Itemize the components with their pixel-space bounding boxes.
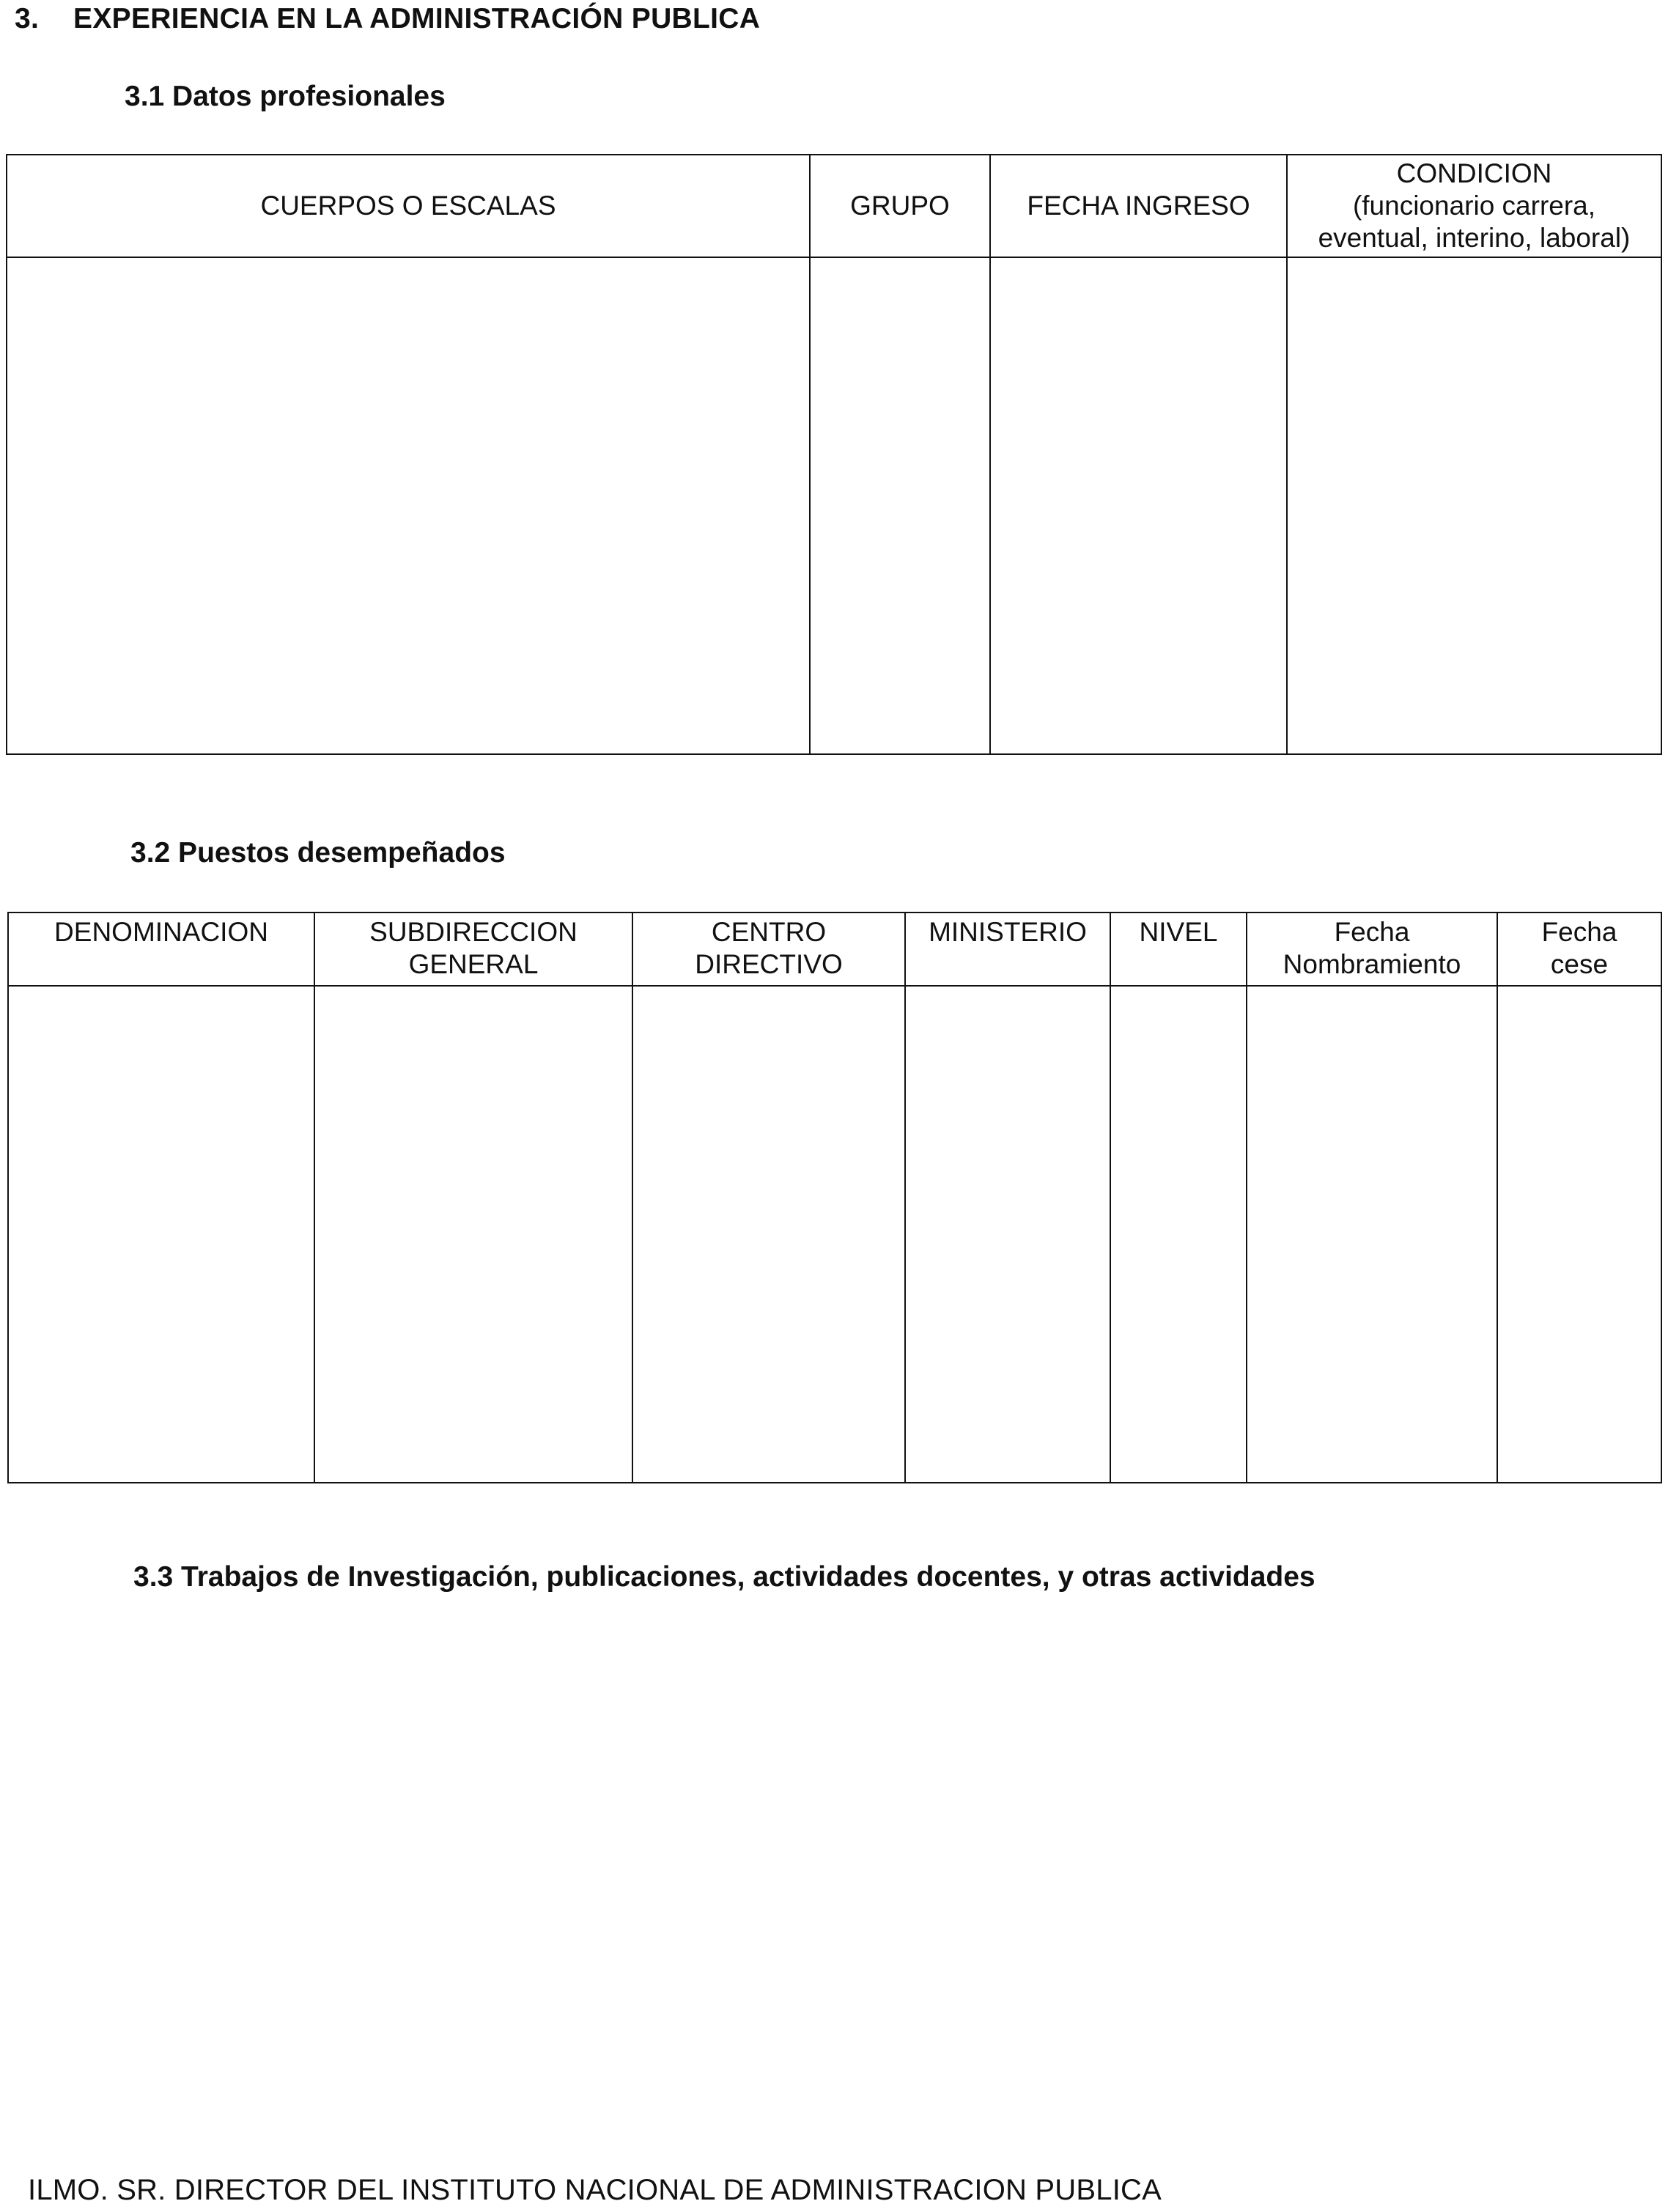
table-row bbox=[7, 257, 1661, 754]
header-centro-directivo bbox=[632, 913, 905, 986]
trabajos-title: 3.3 Trabajos de Investigación, publicaciones, actividades docentes, y otras actividades bbox=[133, 1561, 1315, 1593]
header-ministerio: MINISTERIO bbox=[905, 913, 1110, 986]
header-subdireccion-line2: GENERAL bbox=[408, 949, 539, 979]
cuerpos-escalas-cell[interactable] bbox=[7, 257, 810, 754]
table-header-row bbox=[8, 913, 1661, 986]
puestos-table bbox=[7, 912, 1662, 1483]
header-condicion bbox=[1287, 155, 1661, 257]
header-fecha-cese-line1: Fecha bbox=[1541, 917, 1617, 947]
datos-profesionales-title: 3.1 Datos profesionales bbox=[125, 81, 446, 112]
ministerio-cell[interactable] bbox=[905, 986, 1110, 1483]
nivel-cell[interactable] bbox=[1110, 986, 1247, 1483]
header-fecha-nombramiento-line1: Fecha bbox=[1334, 917, 1410, 947]
section-number: 3. bbox=[15, 3, 40, 34]
centro-directivo-cell[interactable] bbox=[632, 986, 905, 1483]
footer-addressee: ILMO. SR. DIRECTOR DEL INSTITUTO NACIONAL DE ADMINISTRACION PUBLICA bbox=[28, 2174, 1162, 2206]
condicion-cell[interactable] bbox=[1287, 257, 1661, 754]
header-fecha-nombramiento bbox=[1247, 913, 1497, 986]
puestos-title: 3.2 Puestos desempeñados bbox=[130, 837, 506, 869]
subdireccion-cell[interactable] bbox=[314, 986, 632, 1483]
header-condicion-line3: eventual, interino, laboral) bbox=[1318, 223, 1631, 253]
datos-profesionales-table bbox=[6, 154, 1662, 755]
section-heading bbox=[15, 3, 760, 35]
fecha-nombramiento-cell[interactable] bbox=[1247, 986, 1497, 1483]
header-grupo: GRUPO bbox=[810, 155, 990, 257]
fecha-cese-cell[interactable] bbox=[1497, 986, 1661, 1483]
header-nivel: NIVEL bbox=[1110, 913, 1247, 986]
table-header-row bbox=[7, 155, 1661, 257]
grupo-cell[interactable] bbox=[810, 257, 990, 754]
fecha-ingreso-cell[interactable] bbox=[990, 257, 1287, 754]
header-centro-line2: DIRECTIVO bbox=[695, 949, 843, 979]
header-centro-line1: CENTRO bbox=[711, 917, 827, 947]
header-fecha-cese-line2: cese bbox=[1550, 949, 1609, 979]
section-title: EXPERIENCIA EN LA ADMINISTRACIÓN PUBLICA bbox=[73, 3, 761, 34]
denominacion-cell[interactable] bbox=[8, 986, 314, 1483]
header-fecha-ingreso: FECHA INGRESO bbox=[990, 155, 1287, 257]
header-cuerpos-escalas: CUERPOS O ESCALAS bbox=[7, 155, 810, 257]
header-fecha-nombramiento-line2: Nombramiento bbox=[1283, 949, 1461, 979]
header-denominacion: DENOMINACION bbox=[8, 913, 314, 986]
header-condicion-line2: (funcionario carrera, bbox=[1352, 191, 1596, 221]
header-subdireccion-line1: SUBDIRECCION bbox=[369, 917, 577, 947]
header-fecha-cese bbox=[1497, 913, 1661, 986]
header-subdireccion bbox=[314, 913, 632, 986]
table-row bbox=[8, 986, 1661, 1483]
header-condicion-line1: CONDICION bbox=[1396, 158, 1552, 188]
